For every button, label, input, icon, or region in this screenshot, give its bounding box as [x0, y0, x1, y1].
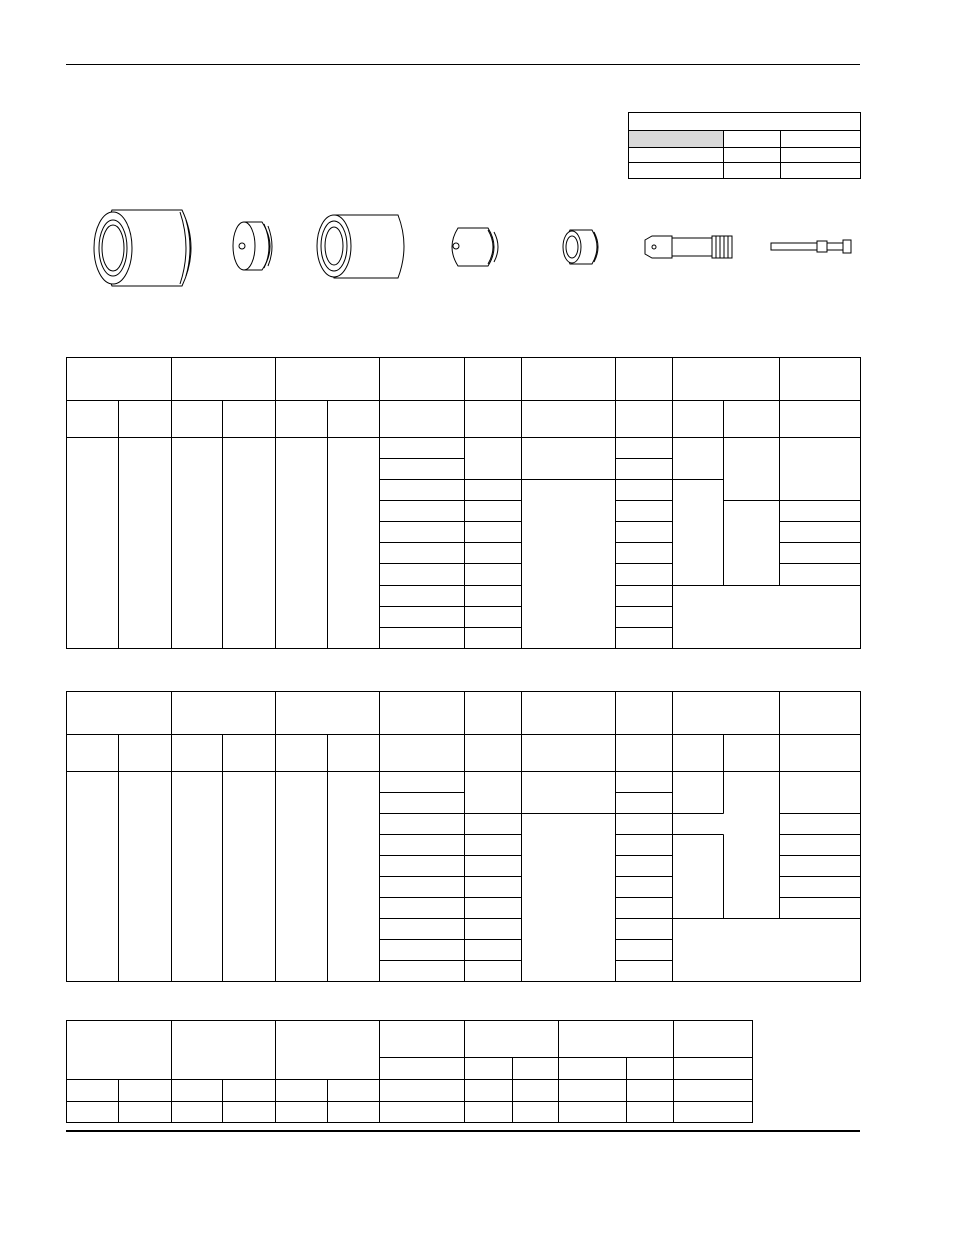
retaining-cap-icon [233, 222, 272, 270]
header-rule [66, 64, 860, 65]
shield-cap-icon [317, 215, 404, 278]
electrode-icon [645, 236, 732, 258]
shield-icon [94, 210, 191, 286]
nozzle-icon [452, 228, 498, 266]
legend-header-cell [629, 130, 723, 147]
swirl-ring-icon [563, 230, 598, 264]
water-tube-icon [771, 240, 851, 253]
footer-rule [66, 1130, 860, 1132]
